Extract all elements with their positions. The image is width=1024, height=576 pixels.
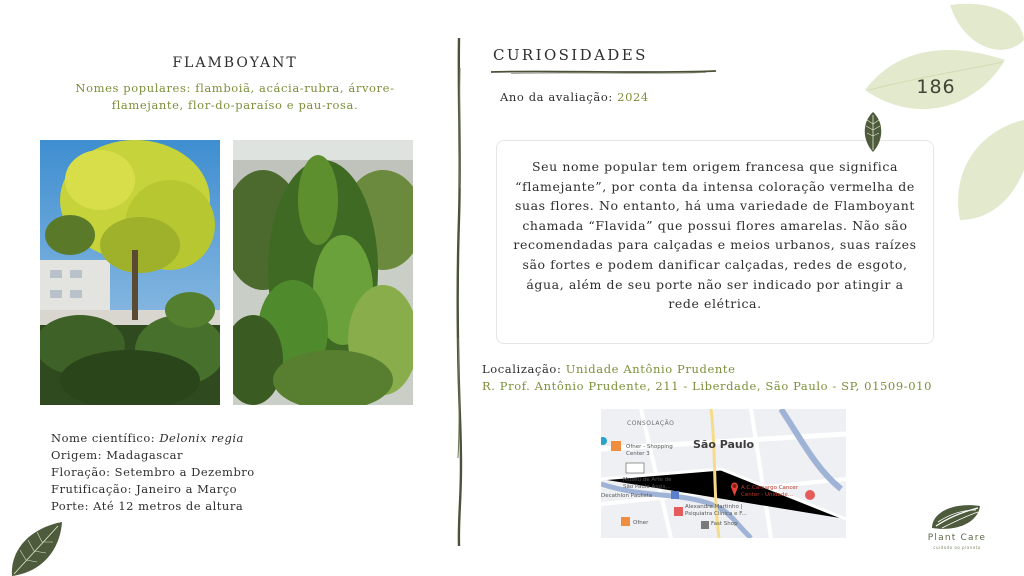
size: Porte: Até 12 metros de altura [51, 499, 244, 513]
title-underline [491, 68, 716, 76]
map-poi-mall: Ofner - Shopping Center 3 [626, 444, 673, 457]
popular-names-value: flamboiã, acácia-rubra, árvore-flamejante, flor-do-paraíso e pau-rosa. [111, 81, 395, 112]
map-poi-fastshop: Fast Shop [711, 521, 738, 527]
location-unit: Unidade Antônio Prudente [565, 362, 736, 376]
scientific-name [51, 430, 255, 447]
flowering: Floração: Setembro a Dezembro [51, 465, 255, 479]
brand-logo-icon [928, 500, 984, 532]
small-leaf-icon [862, 112, 884, 152]
scientific-name-value: Delonix regia [159, 431, 244, 445]
map-poi-museum: Museu de Arte de São Paulo Assis... [623, 477, 672, 490]
brush-divider [452, 38, 466, 546]
map-district-label: CONSOLAÇÃO [627, 420, 675, 427]
evaluation-year-value: 2024 [617, 90, 649, 104]
location-address: R. Prof. Antônio Prudente, 211 - Liberdade, São Paulo - SP, 01509-010 [482, 379, 932, 393]
bottom-left-leaf-icon [10, 520, 62, 576]
map-city-label: São Paulo [693, 438, 755, 451]
plant-facts [51, 430, 255, 515]
map-poi-ofner: Ofner [633, 520, 649, 526]
evaluation-year [500, 90, 649, 104]
curiosity-text: Seu nome popular tem origem francesa que significa “flamejante”, por conta da intensa coloração vermelha de suas flores. No entanto, há uma variedade de Flamboyant chamada “Flavida” que possui flores amarelas. Não são recomendadas para calçadas e meios urbanos, suas raízes são fortes e podem danificar calçadas, redes de esgoto, água, além de seu porte não ser indicado por atingir a rede elétrica. [513, 159, 917, 312]
location-block [482, 361, 932, 395]
plant-photo-foliage [233, 140, 413, 405]
brand-name: Plant Care [927, 533, 987, 543]
plant-photo-tree [40, 140, 220, 405]
plant-name: FLAMBOYANT [172, 55, 298, 71]
page-number: 186 [916, 76, 956, 98]
map-poi-cancer-center: A.C.Camargo Cancer Center - Unidade... [741, 485, 799, 498]
map-poi-decathlon: Decathlon Paulista [601, 493, 653, 499]
fruiting: Frutificação: Janeiro a Março [51, 482, 238, 496]
popular-names [55, 80, 415, 114]
origin: Origem: Madagascar [51, 448, 183, 462]
location-label: Localização: [482, 362, 562, 376]
map-poi-clinic: Alexandre Martinho | Psiquiatra Clínica e F... [685, 504, 747, 517]
location-map[interactable] [601, 409, 846, 538]
scientific-name-label: Nome científico: [51, 431, 156, 445]
section-title: CURIOSIDADES [493, 46, 648, 64]
evaluation-year-label: Ano da avaliação: [500, 90, 613, 104]
popular-names-label: Nomes populares: [75, 81, 191, 95]
brand-tagline: cuidado ao planeta [933, 545, 981, 550]
